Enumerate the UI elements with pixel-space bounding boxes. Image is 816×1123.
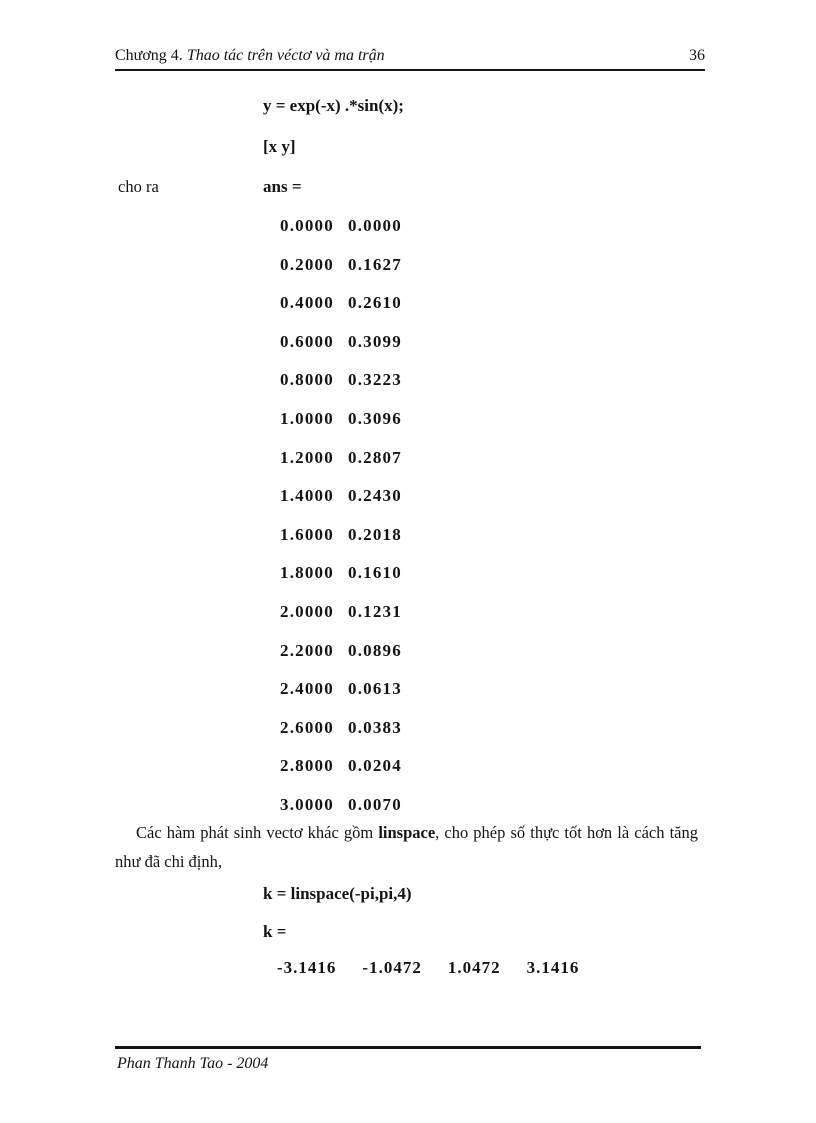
table-row <box>280 516 402 555</box>
chapter-heading <box>115 46 385 66</box>
y-value: 0.0070 <box>348 794 402 814</box>
x-value: 2.0000 <box>280 601 334 621</box>
x-value: 1.4000 <box>280 486 334 506</box>
x-value: 0.6000 <box>280 331 334 351</box>
table-row <box>280 207 402 246</box>
table-row <box>280 361 402 400</box>
result-value: -1.0472 <box>362 958 422 977</box>
table-row <box>280 246 402 285</box>
x-value: 0.4000 <box>280 293 334 313</box>
y-value: 0.0000 <box>348 216 402 235</box>
chapter-title: Thao tác trên véctơ và ma trận <box>186 47 385 64</box>
page-number: 36 <box>689 47 705 64</box>
y-value: 0.3099 <box>348 331 402 351</box>
x-value: 1.2000 <box>280 447 334 467</box>
linspace-result-row <box>277 958 579 978</box>
table-row <box>280 747 402 786</box>
table-row <box>280 284 402 323</box>
page-header <box>115 46 705 71</box>
y-value: 0.0896 <box>348 640 402 660</box>
code-line-y-exp: y = exp(-x) .*sin(x); <box>263 96 404 115</box>
x-value: 2.8000 <box>280 756 334 776</box>
footer-author: Phan Thanh Tao - 2004 <box>117 1055 269 1072</box>
table-row <box>280 554 402 593</box>
table-row <box>280 400 402 439</box>
x-value: 0.2000 <box>280 254 334 274</box>
table-row <box>280 709 402 748</box>
x-value: 2.4000 <box>280 679 334 699</box>
result-value: 3.1416 <box>526 958 580 977</box>
x-value: 1.8000 <box>280 563 334 583</box>
y-value: 0.2610 <box>348 293 402 313</box>
chapter-label: Chương 4. <box>115 47 187 64</box>
x-value: 0.8000 <box>280 370 334 390</box>
y-value: 0.2430 <box>348 486 402 506</box>
table-row <box>280 323 402 362</box>
linspace-term: linspace <box>378 823 436 842</box>
y-value: 0.0613 <box>348 679 402 699</box>
code-line-linspace: k = linspace(-pi,pi,4) <box>263 884 412 903</box>
x-value: 2.6000 <box>280 717 334 737</box>
table-row <box>280 477 402 516</box>
y-value: 0.3223 <box>348 370 402 390</box>
x-value: 0.0000 <box>280 216 334 235</box>
table-row <box>280 632 402 671</box>
x-value: 1.0000 <box>280 408 334 428</box>
paragraph-text-before: Các hàm phát sinh vectơ khác gồm <box>136 823 379 842</box>
y-value: 0.3096 <box>348 408 402 428</box>
code-line-k-equals: k = <box>263 922 287 941</box>
y-value: 0.2018 <box>348 524 402 544</box>
table-row <box>280 439 402 478</box>
table-row <box>280 670 402 709</box>
y-value: 0.0383 <box>348 717 402 737</box>
x-value: 3.0000 <box>280 794 334 814</box>
y-value: 0.2807 <box>348 447 402 467</box>
caption-cho-ra: cho ra <box>118 177 159 196</box>
result-value: 1.0472 <box>447 958 501 977</box>
y-value: 0.1610 <box>348 563 402 583</box>
y-value: 0.1231 <box>348 601 402 621</box>
x-value: 1.6000 <box>280 524 334 544</box>
y-value: 0.1627 <box>348 254 402 274</box>
footer-divider <box>115 1046 701 1049</box>
y-value: 0.0204 <box>348 756 402 776</box>
code-line-xy: [x y] <box>263 137 296 156</box>
table-row <box>280 593 402 632</box>
result-table <box>280 207 402 825</box>
ans-label: ans = <box>263 177 302 196</box>
result-value: -3.1416 <box>277 958 337 977</box>
x-value: 2.2000 <box>280 640 334 660</box>
body-paragraph <box>115 819 698 876</box>
paragraph-text-after: , cho phép số thực tốt hơn là cách tăng như đã chi định, <box>115 823 698 871</box>
